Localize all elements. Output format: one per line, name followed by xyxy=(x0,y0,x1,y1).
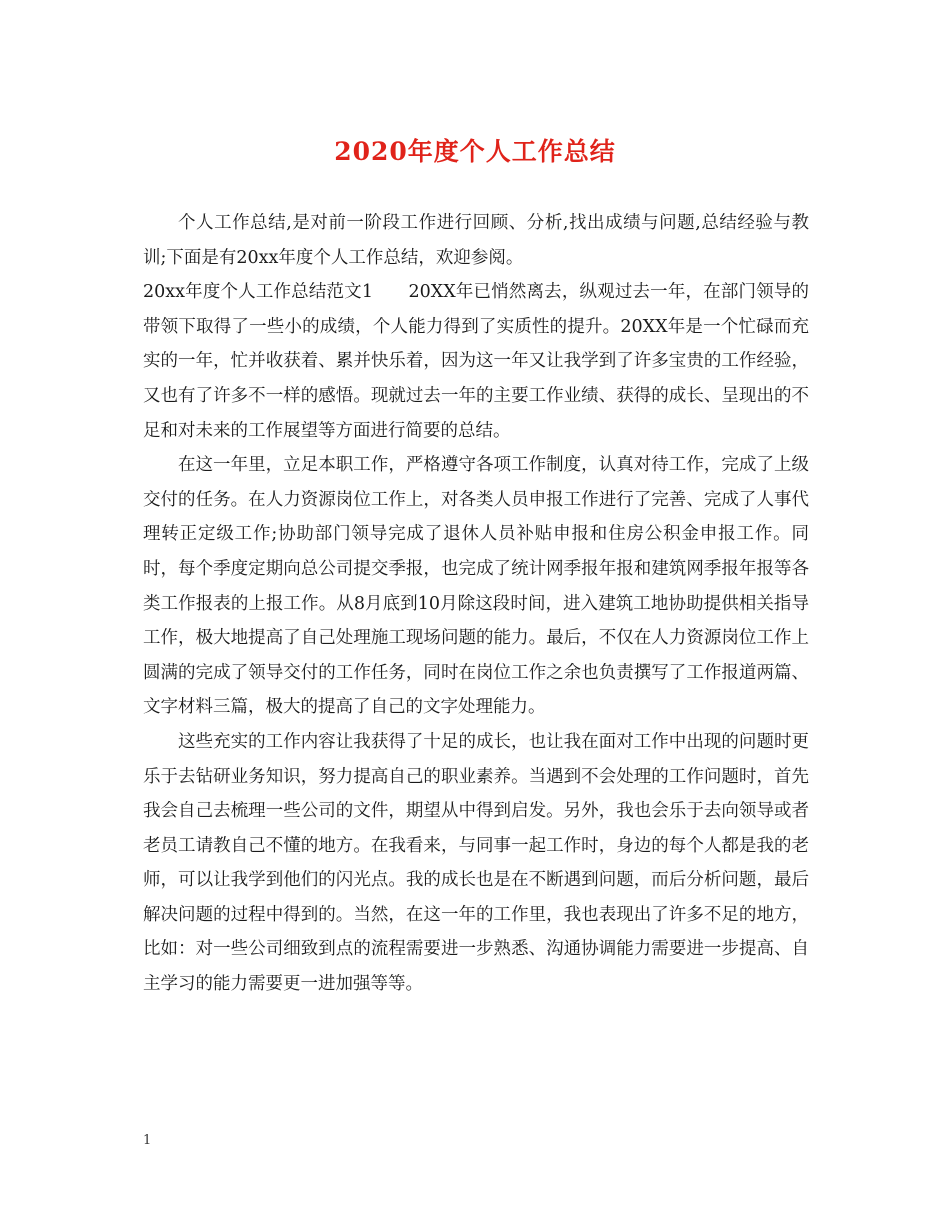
document-body xyxy=(143,206,809,1002)
growth-paragraph: 这些充实的工作内容让我获得了十足的成长，也让我在面对工作中出现的问题时更乐于去钻研业务知识，努力提高自己的职业素养。当遇到不会处理的工作问题时，首先我会自己去梳理一些公司的文件，期望从中得到启发。另外，我也会乐于去向领导或者老员工请教自己不懂的地方。在我看来，与同事一起工作时，身边的每个人都是我的老师，可以让我学到他们的闪光点。我的成长也是在不断遇到问题，而后分析问题，最后解决问题的过程中得到的。当然，在这一年的工作里，我也表现出了许多不足的地方，比如：对一些公司细致到点的流程需要进一步熟悉、沟通协调能力需要进一步提高、自主学习的能力需要更一进加强等等。 xyxy=(143,731,809,995)
document-title: 2020年度个人工作总结 xyxy=(334,137,616,166)
work-duties-paragraph: 在这一年里，立足本职工作，严格遵守各项工作制度，认真对待工作，完成了上级交付的任务。在人力资源岗位工作上，对各类人员申报工作进行了完善、完成了人事代理转正定级工作;协助部门领导完成了退休人员补贴申报和住房公积金申报工作。同时，每个季度定期向总公司提交季报，也完成了统计网季报年报和建筑网季报年报等各类工作报表的上报工作。从8月底到10月除这段时间，进入建筑工地协助提供相关指导工作，极大地提高了自己处理施工现场问题的能力。最后，不仅在人力资源岗位工作上圆满的完成了领导交付的工作任务，同时在岗位工作之余也负责撰写了工作报道两篇、文字材料三篇，极大的提高了自己的文字处理能力。 xyxy=(143,455,809,718)
page-number: 1 xyxy=(143,1133,152,1148)
sample-essay-paragraph: 20xx年度个人工作总结范文1 20XX年已悄然离去，纵观过去一年，在部门领导的带领下取得了一些小的成绩，个人能力得到了实质性的提升。20XX年是一个忙碌而充实的一年，忙并收获着、累并快乐着，因为这一年又让我学到了许多宝贵的工作经验，又也有了许多不一样的感悟。现就过去一年的主要工作业绩、获得的成长、呈现出的不足和对未来的工作展望等方面进行简要的总结。 xyxy=(143,282,809,441)
intro-paragraph: 个人工作总结,是对前一阶段工作进行回顾、分析,找出成绩与问题,总结经验与教训;下面是有20xx年度个人工作总结，欢迎参阅。 xyxy=(143,213,809,268)
